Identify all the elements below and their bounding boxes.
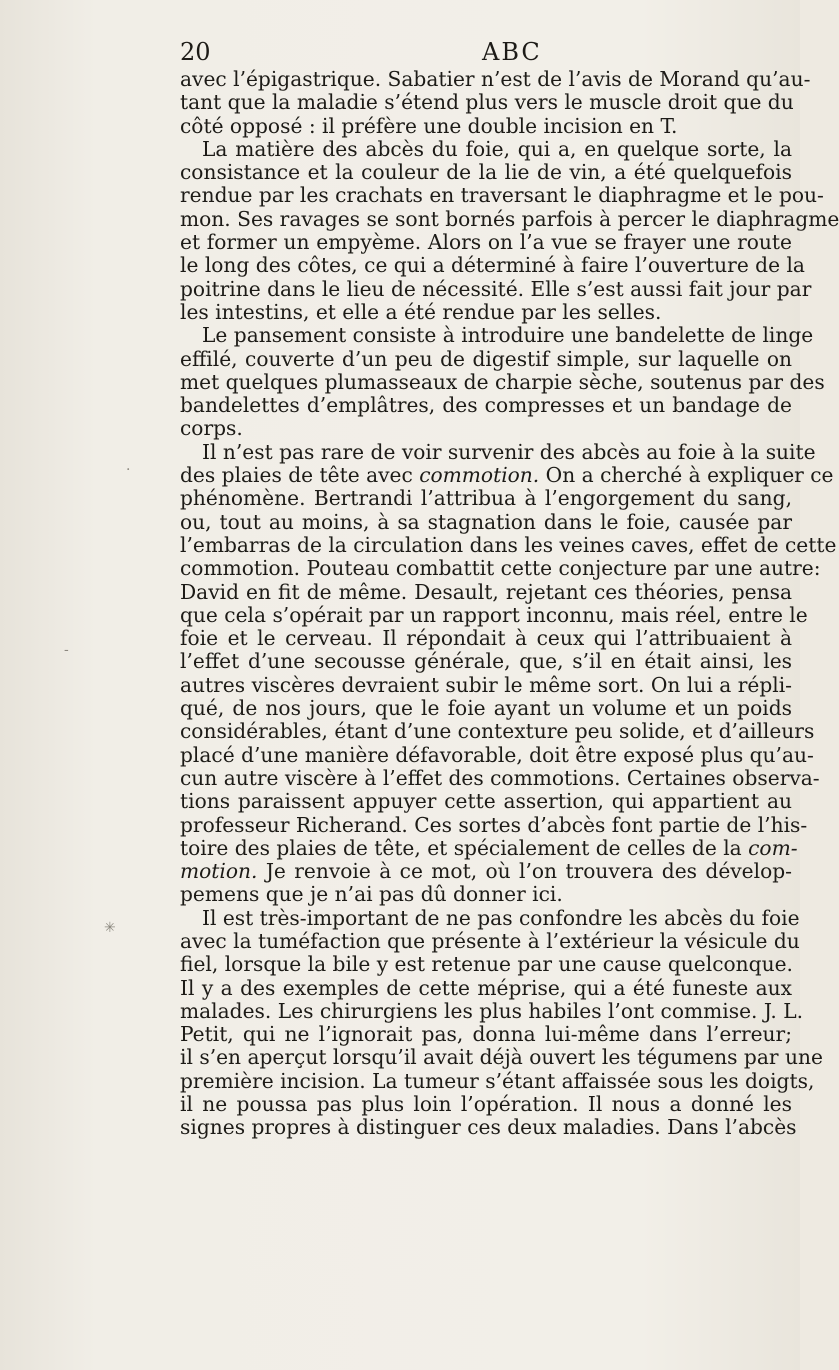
text-line: qué, de nos jours, que le foie ayant un volume et un poids (180, 696, 792, 721)
text-line: cun autre viscère à l’effet des commotions. Certaines observa- (180, 765, 820, 790)
text-line: corps. (180, 416, 243, 441)
text-line: placé d’une manière défavorable, doit être exposé plus qu’au- (180, 742, 814, 767)
text-line: Il est très-important de ne pas confondre les abcès du foie (202, 905, 800, 930)
page-header (180, 36, 780, 68)
text-line: autres viscères devraient subir le même sort. On lui a répli- (180, 672, 792, 697)
running-head: ABC (482, 38, 542, 66)
text-line: David en fit de même. Desault, rejetant ces théories, pensa (180, 579, 792, 604)
text-line: bandelettes d’emplâtres, des compresses et un bandage de (180, 393, 792, 418)
text-line: les intestins, et elle a été rendue par les selles. (180, 299, 662, 324)
text-line: première incision. La tumeur s’étant affaissée sous les doigts, (180, 1068, 815, 1093)
body-text (180, 67, 839, 1140)
text-line: avec la tuméfaction que présente à l’extérieur la vésicule du (180, 928, 800, 953)
text-line: effilé, couverte d’un peu de digestif simple, sur laquelle on (180, 346, 792, 371)
text-line: phénomène. Bertrandi l’attribua à l’engorgement du sang, (180, 486, 792, 511)
text-span: Je renvoie à ce mot, où l’on trouvera des dévelop- (257, 859, 792, 884)
text-line: commotion. Pouteau combattit cette conjecture par une autre: (180, 556, 821, 581)
margin-speck: - (64, 642, 69, 658)
text-line: malades. Les chirurgiens les plus habiles l’ont commise. J. L. (180, 998, 804, 1023)
text-line: considérables, étant d’une contexture peu solide, et d’ailleurs (180, 719, 815, 744)
text-line: rendue par les crachats en traversant le diaphragme et le pou- (180, 183, 824, 208)
text-line: mon. Ses ravages se sont bornés parfois à percer le diaphragme (180, 206, 839, 231)
text-line: Petit, qui ne l’ignorait pas, donna lui-même dans l’erreur; (180, 1022, 792, 1047)
italic-text: commotion. (419, 463, 540, 488)
text-line: le long des côtes, ce qui a déterminé à faire l’ouverture de la (180, 253, 805, 278)
italic-text: com- (748, 835, 798, 860)
text-span: des plaies de tête avec (180, 463, 420, 488)
text-line: pemens que je n’ai pas dû donner ici. (180, 882, 563, 907)
text-line: tions paraissent appuyer cette assertion, qui appartient au (180, 789, 792, 814)
text-line (180, 860, 792, 883)
text-line: consistance et la couleur de la lie de vin, a été quelquefois (180, 160, 792, 185)
text-line: ou, tout au moins, à sa stagnation dans le foie, causée par (180, 509, 792, 534)
text-line: il ne poussa pas plus loin l’opération. Il nous a donné les (180, 1092, 792, 1117)
text-line: Il y a des exemples de cette méprise, qui a été funeste aux (180, 975, 792, 1000)
margin-speck: · (126, 462, 131, 478)
text-line: foie et le cerveau. Il répondait à ceux qui l’attribuaient à (180, 626, 792, 651)
text-line: l’embarras de la circulation dans les veines caves, effet de cette (180, 532, 837, 557)
text-line: Il n’est pas rare de voir survenir des abcès au foie à la suite (202, 439, 816, 464)
margin-speck: ✳ (104, 920, 116, 936)
text-line: il s’en aperçut lorsqu’il avait déjà ouvert les tégumens par une (180, 1045, 823, 1070)
text-line: et former un empyème. Alors on l’a vue se frayer une route (180, 230, 792, 255)
text-line: tant que la maladie s’étend plus vers le muscle droit que du (180, 90, 794, 115)
text-line: signes propres à distinguer ces deux maladies. Dans l’abcès (180, 1115, 797, 1140)
text-line: La matière des abcès du foie, qui a, en quelque sorte, la (202, 136, 792, 161)
text-line: met quelques plumasseaux de charpie sèche, soutenus par des (180, 369, 825, 394)
text-line: que cela s’opérait par un rapport inconnu, mais réel, entre le (180, 602, 808, 627)
text-line: Le pansement consiste à introduire une bandelette de linge (202, 323, 814, 348)
text-line: l’effet d’une secousse générale, que, s’il en était ainsi, les (180, 649, 792, 674)
text-line (180, 835, 798, 860)
text-line (180, 463, 834, 488)
text-line: avec l’épigastrique. Sabatier n’est de l’avis de Morand qu’au- (180, 67, 811, 91)
text-line: fiel, lorsque la bile y est retenue par une cause quelconque. (180, 952, 793, 977)
italic-text: motion. (180, 859, 258, 884)
text-line: poitrine dans le lieu de nécessité. Elle s’est aussi fait jour par (180, 276, 812, 301)
text-line: côté opposé : il préfère une double incision en T. (180, 113, 678, 138)
page-number: 20 (180, 38, 211, 66)
text-span: toire des plaies de tête, et spécialement de celles de la (180, 835, 749, 860)
text-line: professeur Richerand. Ces sortes d’abcès font partie de l’his- (180, 812, 808, 837)
text-span: On a cherché à expliquer ce (539, 463, 834, 488)
